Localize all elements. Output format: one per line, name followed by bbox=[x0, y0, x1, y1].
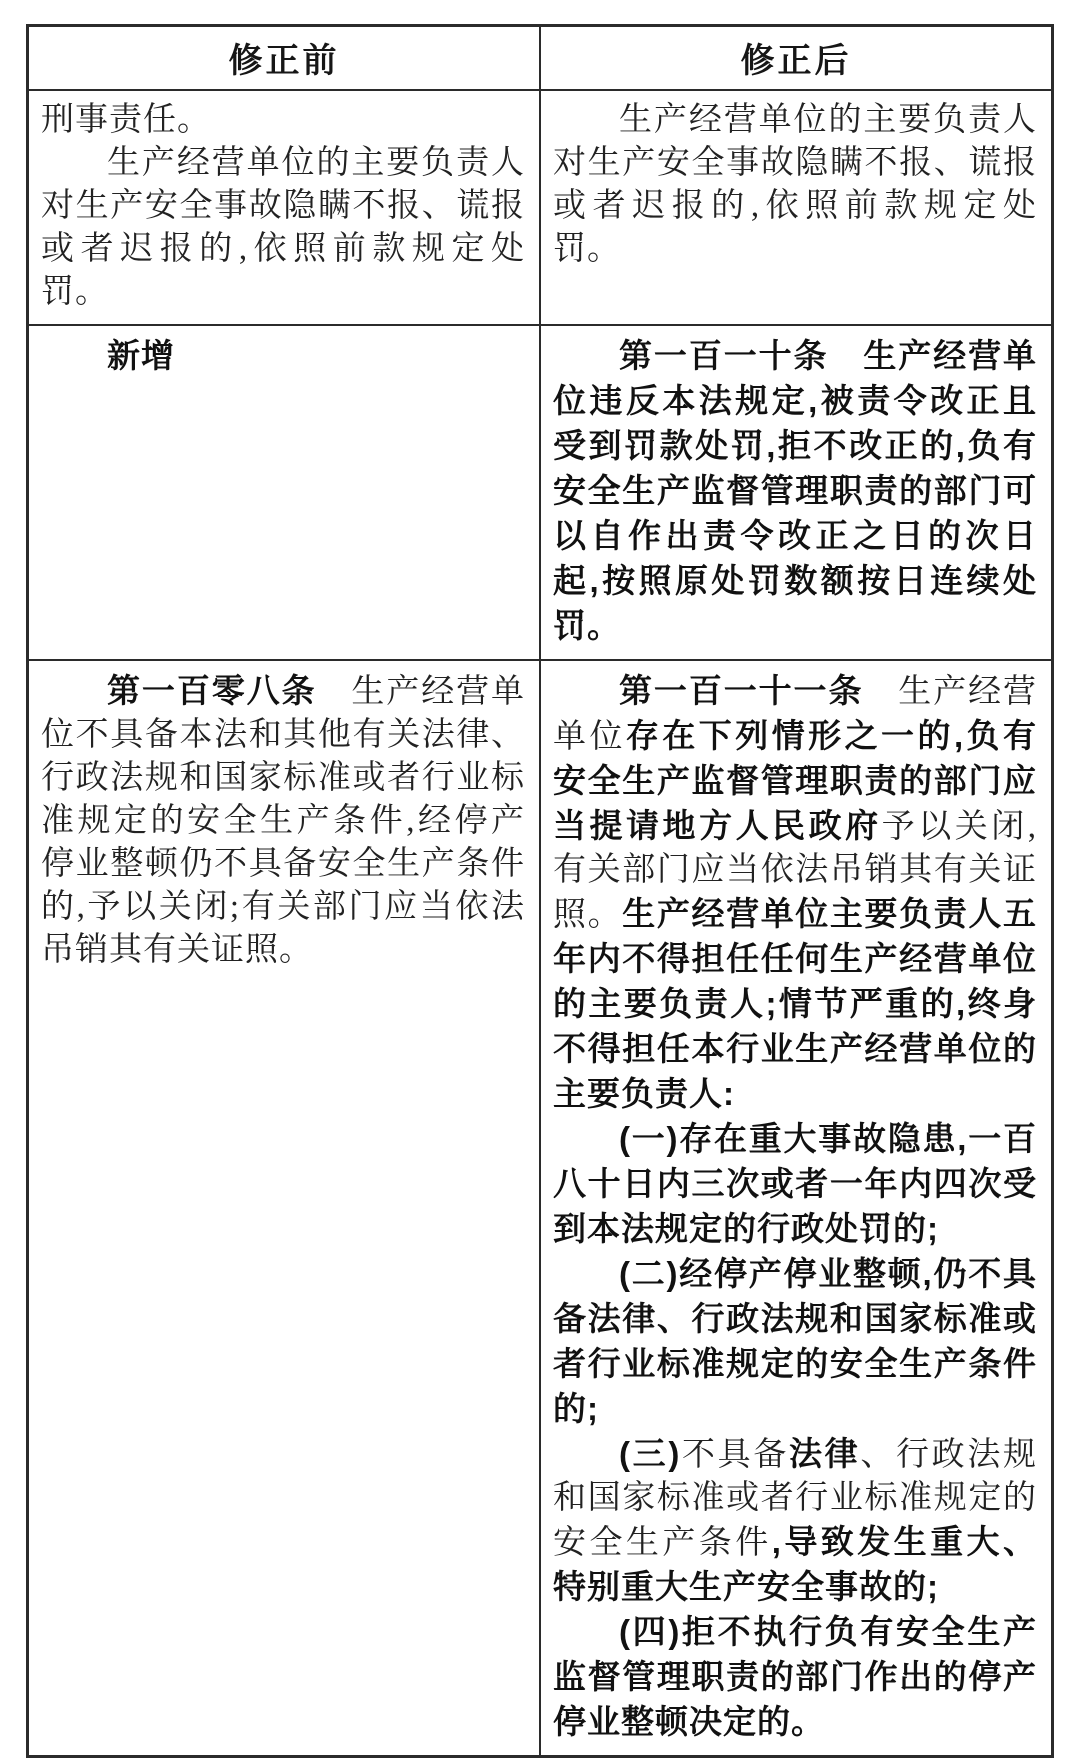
amended-text: 第一百一十一条 bbox=[619, 671, 864, 709]
cell-after bbox=[540, 325, 1053, 660]
paragraph bbox=[553, 1117, 1037, 1252]
body-text: 位 bbox=[589, 718, 626, 755]
amended-text: 新增 bbox=[107, 336, 175, 374]
cell-after bbox=[540, 90, 1053, 325]
paragraph bbox=[553, 669, 1037, 1117]
column-header-after: 修正后 bbox=[540, 26, 1053, 90]
amended-text: (二)经停产停业整顿,仍不具备法律、行政法规和国家标准或者行业标准规定的安全生产条件的; bbox=[553, 1254, 1037, 1427]
body-text: 、行政法规和国家标准或者行业标准规定的安全生产条件 bbox=[553, 1436, 1038, 1561]
amended-text: 生产经营单位违反本法规定,被责令改正且受到罚款处罚,拒不改正的,负有安全生产监督管理职责的部门可以自作出责令改正之日的次日起,按照原处罚数额按日连续处罚。 bbox=[553, 336, 1038, 644]
column-header-before: 修正前 bbox=[28, 26, 541, 90]
body-text: 予以关闭,有关部门应当依法吊销其有关证照。 bbox=[553, 808, 1038, 933]
table-row bbox=[28, 325, 1053, 660]
body-text: 生产经营单 bbox=[553, 673, 1038, 755]
header-row bbox=[28, 26, 1053, 90]
amended-text: 第一百一十条 bbox=[619, 336, 829, 374]
paragraph bbox=[41, 334, 525, 379]
amended-text: 第一百零八条 bbox=[107, 671, 317, 709]
table-row bbox=[28, 660, 1053, 1757]
paragraph bbox=[41, 99, 525, 142]
amended-text bbox=[828, 337, 863, 374]
amended-text: (一)存在重大事故隐患,一百八十日内三次或者一年内四次受到本法规定的行政处罚的; bbox=[553, 1119, 1037, 1247]
table-header bbox=[28, 26, 1053, 90]
amended-text: 法律 bbox=[789, 1434, 861, 1472]
body-text: 生产经营单位的主要负责人对生产安全事故隐瞒不报、谎报或者迟报的,依照前款规定处罚。 bbox=[553, 101, 1037, 267]
amended-text: (四)拒不执行负有安全生产监督管理职责的部门作出的停产停业整顿决定的。 bbox=[553, 1612, 1037, 1740]
cell-before bbox=[28, 660, 541, 1757]
amended-text: ,导致发生重大、特别重大生产安全事故的; bbox=[553, 1522, 1038, 1605]
body-text: 生产经营单位不具备本法和其他有关法律、行政法规和国家标准或者行业标准规定的安全生产条件,经停产停业整顿仍不具备安全生产条件的,予以关闭;有关部门应当依法吊销其有关证照。 bbox=[41, 673, 526, 968]
table-row bbox=[28, 90, 1053, 325]
paragraph bbox=[41, 669, 525, 972]
table-body bbox=[28, 90, 1053, 1757]
body-text: 生产经营单位的主要负责人对生产安全事故隐瞒不报、谎报或者迟报的,依照前款规定处罚。 bbox=[41, 144, 525, 310]
body-text: 刑事责任。 bbox=[41, 101, 211, 138]
amendment-comparison-document bbox=[26, 24, 1054, 1758]
cell-after bbox=[540, 660, 1053, 1757]
paragraph bbox=[553, 99, 1037, 271]
cell-before bbox=[28, 90, 541, 325]
paragraph bbox=[553, 1610, 1037, 1745]
cell-before bbox=[28, 325, 541, 660]
paragraph bbox=[553, 334, 1037, 649]
amended-text: 生产经营单位主要负责人五年内不得担任任何生产经营单位的主要负责人;情节严重的,终身不得担任本行业生产经营单位的主要负责人: bbox=[553, 894, 1038, 1112]
paragraph bbox=[553, 1252, 1037, 1432]
amended-text: 存在下列情形之一的,负有安全生产监督管理职责的部门应当提请地方人民政府 bbox=[553, 716, 1038, 844]
amendment-comparison-table bbox=[26, 24, 1054, 1758]
paragraph bbox=[553, 1432, 1037, 1610]
paragraph bbox=[41, 142, 525, 314]
amended-text: (三) bbox=[619, 1434, 681, 1472]
body-text: 不具备 bbox=[680, 1436, 789, 1473]
